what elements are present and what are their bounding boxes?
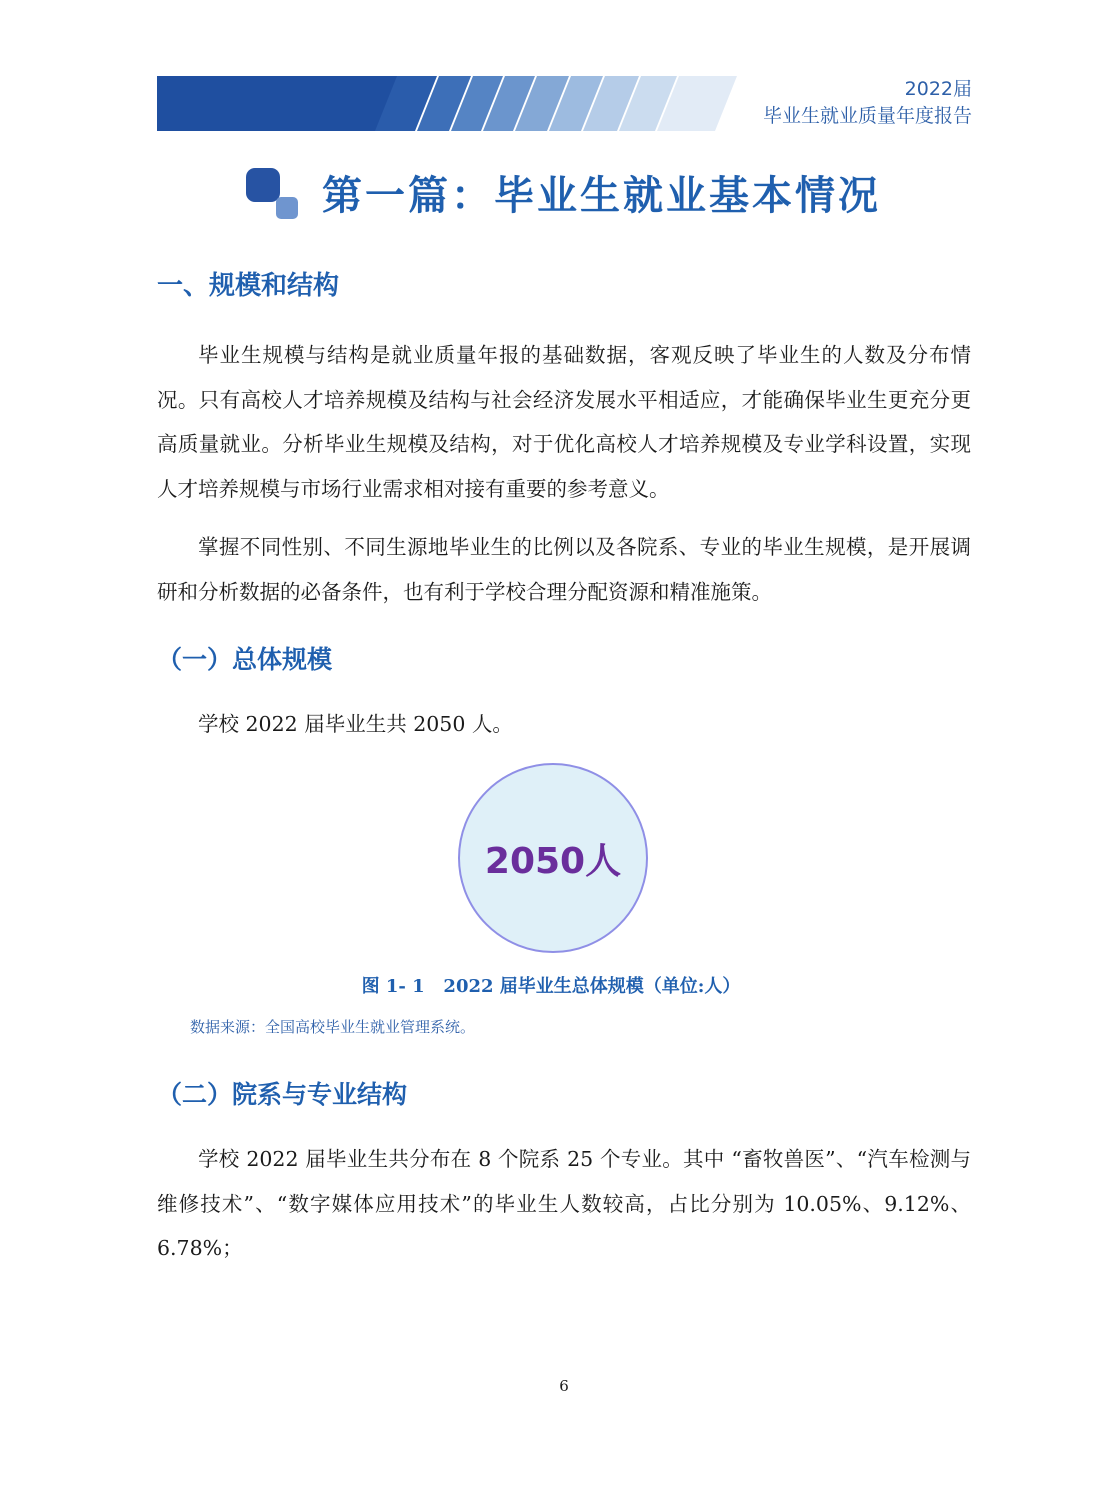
subsection-heading-department-structure: （二）院系与专业结构 — [157, 1080, 408, 1109]
data-source-note: 数据来源：全国高校毕业生就业管理系统。 — [190, 1018, 476, 1036]
header-decorative-band — [157, 76, 737, 131]
page-number: 6 — [559, 1377, 569, 1395]
paragraph-intro: 毕业生规模与结构是就业质量年报的基础数据，客观反映了毕业生的人数及分布情况。只有高校人才培养规模及结构与社会经济发展水平相适应，才能确保毕业生更充分更高质量就业。分析毕业生规模及结构，对于优化高校人才培养规模及专业学科设置，实现人才培养规模与市场行业需求相对接有重要的参考意义。 — [157, 343, 971, 501]
squares-icon — [242, 168, 304, 230]
part-title: 第一篇：毕业生就业基本情况 — [322, 173, 881, 219]
total-graduates-circle — [458, 763, 648, 953]
header-title-block — [763, 76, 972, 130]
paragraph-department-structure: 学校 2022 届毕业生共分布在 8 个院系 25 个专业。其中 “畜牧兽医”、“汽车检测与维修技术”、“数字媒体应用技术”的毕业生人数较高，占比分别为 10.05%、9.12%、6.78%； — [157, 1147, 971, 1260]
header-year: 2022届 — [904, 78, 972, 100]
paragraph-purpose: 掌握不同性别、不同生源地毕业生的比例以及各院系、专业的毕业生规模，是开展调研和分析数据的必备条件，也有利于学校合理分配资源和精准施策。 — [157, 535, 971, 604]
subsection-heading-overall-scale: （一）总体规模 — [157, 645, 333, 674]
header-report-title: 毕业生就业质量年度报告 — [762, 105, 972, 127]
total-graduates-value: 2050人 — [484, 840, 622, 882]
paragraph-total-graduates: 学校 2022 届毕业生共 2050 人。 — [198, 712, 513, 736]
section-heading-scale-structure: 一、规模和结构 — [157, 271, 340, 301]
figure-caption: 图 1- 1 2022 届毕业生总体规模（单位:人） — [361, 976, 741, 997]
